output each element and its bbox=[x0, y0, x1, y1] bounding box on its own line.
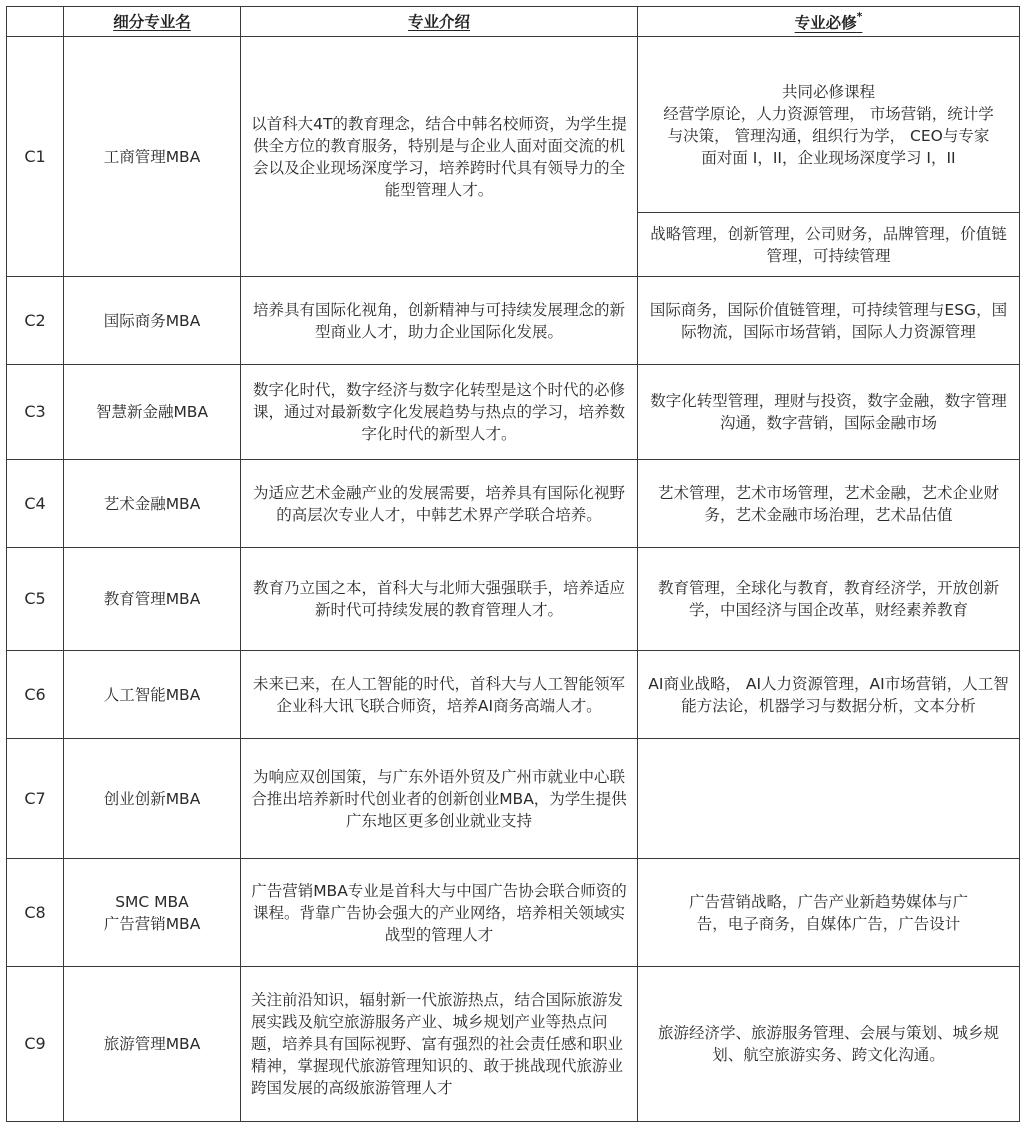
row-code: C1 bbox=[7, 37, 64, 277]
header-required-label: 专业必修 bbox=[794, 14, 857, 33]
table-row bbox=[7, 859, 1020, 967]
row-required: 旅游经济学、旅游服务管理、会展与策划、城乡规划、航空旅游实务、跨文化沟通。 bbox=[638, 967, 1020, 1122]
table-row bbox=[7, 548, 1020, 651]
header-row bbox=[7, 7, 1020, 37]
row-code: C4 bbox=[7, 460, 64, 548]
row-name: 人工智能MBA bbox=[64, 651, 241, 739]
row-name: 教育管理MBA bbox=[64, 548, 241, 651]
table-row bbox=[7, 277, 1020, 365]
header-required bbox=[638, 7, 1020, 37]
row-name: SMC MBA 广告营销MBA bbox=[64, 859, 241, 967]
row-code: C8 bbox=[7, 859, 64, 967]
row-code: C2 bbox=[7, 277, 64, 365]
row-required: 教育管理，全球化与教育，教育经济学，开放创新学，中国经济与国企改革，财经素养教育 bbox=[638, 548, 1020, 651]
row-name: 创业创新MBA bbox=[64, 739, 241, 859]
row-name: 工商管理MBA bbox=[64, 37, 241, 277]
row-code: C5 bbox=[7, 548, 64, 651]
row-intro: 关注前沿知识，辐射新一代旅游热点，结合国际旅游发展实践及航空旅游服务产业、城乡规划产业等热点问题，培养具有国际视野、富有强烈的社会责任感和职业精神，掌握现代旅游管理知识的、敢于挑战现代旅游业跨国发展的高级旅游管理人才 bbox=[241, 967, 638, 1122]
row-code: C3 bbox=[7, 365, 64, 460]
row-code: C6 bbox=[7, 651, 64, 739]
row-intro: 未来已来，在人工智能的时代，首科大与人工智能领军企业科大讯飞联合师资，培养AI商务高端人才。 bbox=[241, 651, 638, 739]
row-intro: 数字化时代，数字经济与数字化转型是这个时代的必修课，通过对最新数字化发展趋势与热点的学习，培养数字化时代的新型人才。 bbox=[241, 365, 638, 460]
row-name: 艺术金融MBA bbox=[64, 460, 241, 548]
header-code bbox=[7, 7, 64, 37]
table-row bbox=[7, 739, 1020, 859]
row-intro: 培养具有国际化视角，创新精神与可持续发展理念的新型商业人才，助力企业国际化发展。 bbox=[241, 277, 638, 365]
row-required-elective: 战略管理，创新管理，公司财务，品牌管理，价值链管理，可持续管理 bbox=[638, 213, 1020, 277]
row-intro: 教育乃立国之本，首科大与北师大强强联手，培养适应新时代可持续发展的教育管理人才。 bbox=[241, 548, 638, 651]
header-name: 细分专业名 bbox=[64, 7, 241, 37]
row-required: 数字化转型管理，理财与投资，数字金融，数字管理沟通，数字营销，国际金融市场 bbox=[638, 365, 1020, 460]
table-row bbox=[7, 651, 1020, 739]
table-row bbox=[7, 37, 1020, 213]
row-intro: 广告营销MBA专业是首科大与中国广告协会联合师资的课程。背靠广告协会强大的产业网络，培养相关领域实战型的管理人才 bbox=[241, 859, 638, 967]
row-name: 国际商务MBA bbox=[64, 277, 241, 365]
row-code: C9 bbox=[7, 967, 64, 1122]
row-required-common: 共同必修课程 经营学原论，人力资源管理， 市场营销，统计学与决策， 管理沟通，组织行为学， CEO与专家面对面 I，II，企业现场深度学习 I，II bbox=[638, 37, 1020, 213]
row-name: 旅游管理MBA bbox=[64, 967, 241, 1122]
table-row bbox=[7, 460, 1020, 548]
row-intro: 以首科大4T的教育理念，结合中韩名校师资，为学生提供全方位的教育服务，特别是与企业人面对面交流的机会以及企业现场深度学习，培养跨时代具有领导力的全能型管理人才。 bbox=[241, 37, 638, 277]
row-intro: 为适应艺术金融产业的发展需要，培养具有国际化视野的高层次专业人才，中韩艺术界产学联合培养。 bbox=[241, 460, 638, 548]
table-row bbox=[7, 967, 1020, 1122]
row-code: C7 bbox=[7, 739, 64, 859]
header-required-mark: * bbox=[856, 10, 863, 24]
header-intro: 专业介绍 bbox=[241, 7, 638, 37]
majors-table bbox=[6, 6, 1020, 1122]
table-row bbox=[7, 365, 1020, 460]
row-required: 艺术管理，艺术市场管理，艺术金融，艺术企业财务，艺术金融市场治理，艺术品估值 bbox=[638, 460, 1020, 548]
row-intro: 为响应双创国策，与广东外语外贸及广州市就业中心联合推出培养新时代创业者的创新创业MBA，为学生提供广东地区更多创业就业支持 bbox=[241, 739, 638, 859]
row-required: 广告营销战略，广告产业新趋势媒体与广告，电子商务，自媒体广告，广告设计 bbox=[638, 859, 1020, 967]
row-required bbox=[638, 739, 1020, 859]
row-required: AI商业战略， AI人力资源管理，AI市场营销，人工智能方法论，机器学习与数据分析，文本分析 bbox=[638, 651, 1020, 739]
row-name: 智慧新金融MBA bbox=[64, 365, 241, 460]
row-required: 国际商务，国际价值链管理，可持续管理与ESG，国际物流，国际市场营销，国际人力资源管理 bbox=[638, 277, 1020, 365]
